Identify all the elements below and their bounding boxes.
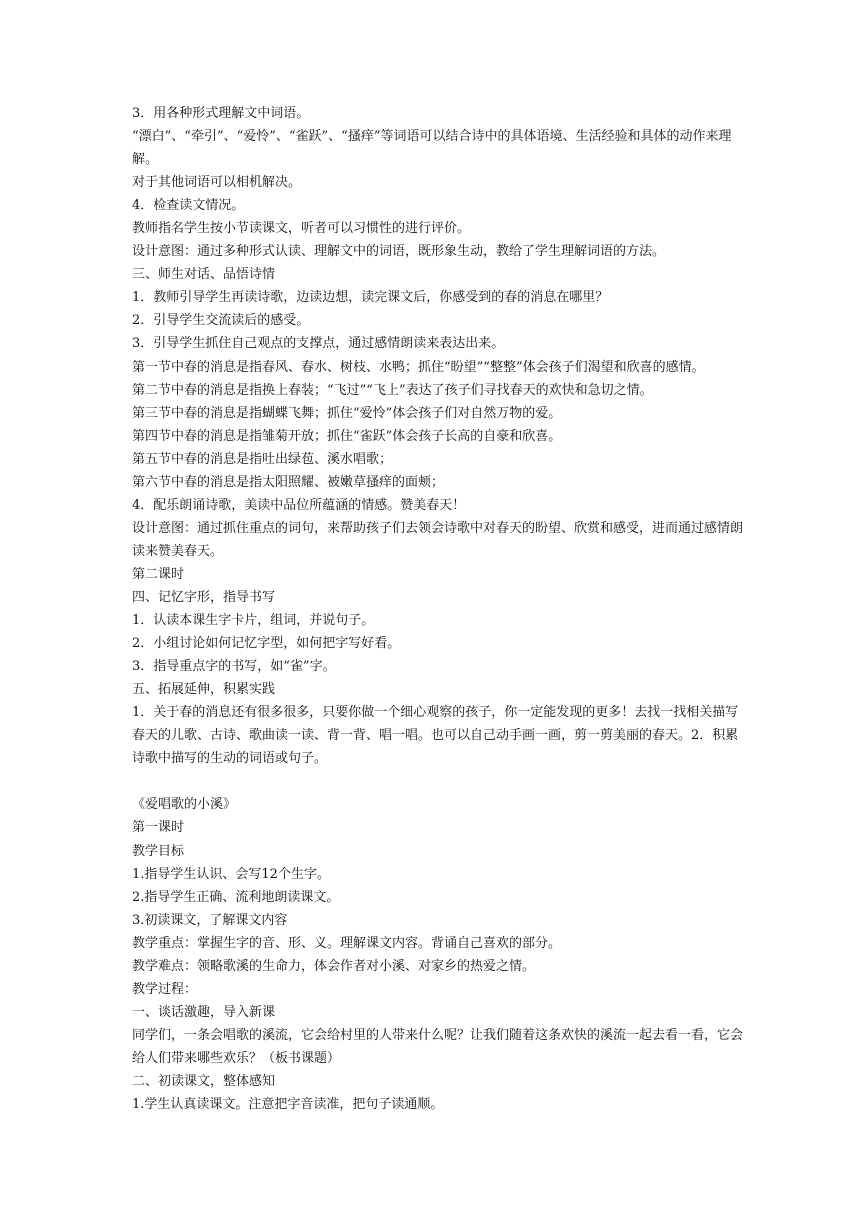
paragraph: 教学重点：掌握生字的音、形、义。理解课文内容。背诵自己喜欢的部分。 xyxy=(132,935,562,951)
paragraph: 第四节中春的消息是指雏菊开放；抓住“雀跃”体会孩子长高的自豪和欣喜。 xyxy=(132,428,562,444)
paragraph: 第三节中春的消息是指蝴蝶飞舞；抓住“爱怜”体会孩子们对自然万物的爱。 xyxy=(132,405,562,421)
section-heading: 第二课时 xyxy=(132,566,185,582)
paragraph: 3．引导学生抓住自己观点的支撑点，通过感情朗读来表达出来。 xyxy=(132,336,505,352)
section-heading: 五、拓展延伸，积累实践 xyxy=(132,682,276,698)
paragraph: 第六节中春的消息是指太阳照耀、被嫩草搔痒的面颊； xyxy=(132,474,445,490)
section-heading: 教学过程： xyxy=(132,981,198,997)
paragraph: 4．配乐朗诵诗歌，美读中品位所蕴涵的情感。赞美春天！ xyxy=(132,497,466,513)
paragraph: 第二节中春的消息是指换上春装；“飞过”“飞上”表达了孩子们寻找春天的欢快和急切之情。 xyxy=(132,382,653,398)
paragraph: 2．引导学生交流读后的感受。 xyxy=(132,313,310,329)
blank-line xyxy=(132,770,744,793)
lesson-title: 《爱唱歌的小溪》 xyxy=(132,797,237,813)
paragraph: 第一节中春的消息是指春风、春水、树枝、水鸭；抓住“盼望”“整整”体会孩子们渴望和欣喜的感情。 xyxy=(132,359,705,375)
section-heading: 第一课时 xyxy=(132,820,185,836)
section-heading: 二、初读课文，整体感知 xyxy=(132,1073,276,1089)
section-heading: 三、师生对话、品悟诗情 xyxy=(132,267,276,283)
paragraph: 教师指名学生按小节读课文，听者可以习惯性的进行评价。 xyxy=(132,221,471,237)
paragraph: 1．教师引导学生再读诗歌，边读边想，读完课文后，你感受到的春的消息在哪里？ xyxy=(132,290,609,306)
section-heading: 一、谈话激趣，导入新课 xyxy=(132,1004,276,1020)
paragraph: 设计意图：通过多种形式认读、理解文中的词语，既形象生动，教给了学生理解词语的方法。 xyxy=(132,244,666,260)
paragraph: 4．检查读文情况。 xyxy=(132,198,245,214)
paragraph: “漂白”、“牵引”、“爱怜”、“雀跃”、“搔痒”等词语可以结合诗中的具体语境、生活经验和具体的动作来理解。 xyxy=(132,129,732,168)
paragraph: 1．认读本课生字卡片，组词，并说句子。 xyxy=(132,613,375,629)
paragraph: 设计意图：通过抓住重点的词句，来帮助孩子们去领会诗歌中对春天的盼望、欣赏和感受，进而通过感情朗读来赞美春天。 xyxy=(132,520,744,559)
document-body xyxy=(132,102,744,1116)
paragraph: 3．指导重点字的书写，如“雀”字。 xyxy=(132,659,336,675)
paragraph: 教学难点：领略歌溪的生命力，体会作者对小溪、对家乡的热爱之情。 xyxy=(132,958,536,974)
paragraph: 2.指导学生正确、流利地朗读课文。 xyxy=(132,889,340,905)
paragraph: 同学们，一条会唱歌的溪流，它会给村里的人带来什么呢？让我们随着这条欢快的溪流一起去看一看，它会给人们带来哪些欢乐？（板书课题） xyxy=(132,1027,744,1066)
paragraph: 3.初读课文，了解课文内容 xyxy=(132,912,288,928)
paragraph: 3．用各种形式理解文中词语。 xyxy=(132,106,310,121)
paragraph: 1．关于春的消息还有很多很多，只要你做一个细心观察的孩子，你一定能发现的更多！去找一找相关描写春天的儿歌、古诗、歌曲读一读、背一背、唱一唱。也可以自己动手画一画，剪一剪美丽的春天。2．积累诗歌中描写的生动的词语或句子。 xyxy=(132,705,739,767)
paragraph: 1.指导学生认识、会写12个生字。 xyxy=(132,866,330,882)
section-heading: 教学目标 xyxy=(132,843,185,859)
section-heading: 四、记忆字形，指导书写 xyxy=(132,589,276,605)
paragraph: 对于其他词语可以相机解决。 xyxy=(132,175,302,191)
paragraph: 1.学生认真读课文。注意把字音读准，把句子读通顺。 xyxy=(132,1097,444,1113)
paragraph: 第五节中春的消息是指吐出绿苞、溪水唱歌； xyxy=(132,451,393,467)
paragraph: 2．小组讨论如何记忆字型，如何把字写好看。 xyxy=(132,636,401,652)
